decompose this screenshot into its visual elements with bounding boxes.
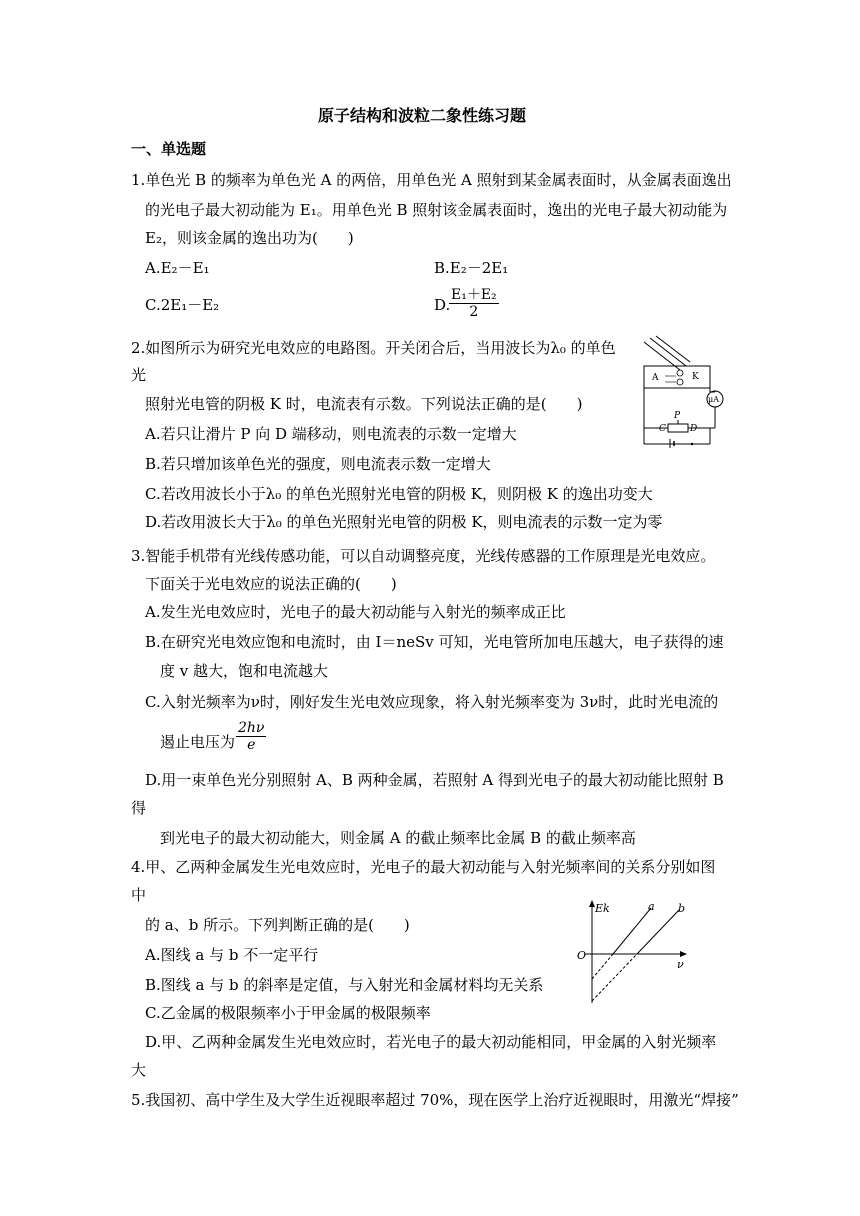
graph-x-label: ν bbox=[677, 958, 684, 971]
q3-option-d-line1: D.用一束单色光分别照射 A、B 两种金属，若照射 A 得到光电子的最大初动能比照射 B bbox=[145, 771, 724, 789]
q3-option-b-line1: B.在研究光电效应饱和电流时，由 I＝neSv 可知，光电管所加电压越大，电子获得的速 bbox=[145, 633, 724, 651]
q4-option-d-wrap: 大 bbox=[131, 1061, 147, 1079]
graph-label-b: b bbox=[678, 902, 686, 915]
q2-line2: 照射光电管的阴极 K 时，电流表有示数。下列说法正确的是( ) bbox=[145, 395, 583, 413]
circuit-label-anode: A bbox=[652, 373, 659, 383]
q3-option-b-line2: 度 v 越大，饱和电流越大 bbox=[160, 662, 329, 680]
circuit-label-slider: P bbox=[674, 411, 681, 421]
q3-option-c-line1: C.入射光频率为ν时，刚好发生光电效应现象，将入射光频率变为 3ν时，此时光电流的 bbox=[145, 693, 719, 711]
q2-line1-wrap: 光 bbox=[131, 366, 147, 384]
q1-option-c: C.2E₁－E₂ bbox=[145, 296, 220, 314]
q2-option-a: A.若只让滑片 P 向 D 端移动，则电流表的示数一定增大 bbox=[145, 425, 517, 443]
q1-line3: E₂，则该金属的逸出功为( ) bbox=[145, 229, 354, 247]
photoelectric-circuit-figure bbox=[630, 336, 730, 451]
q4-option-b: B.图线 a 与 b 的斜率是定值，与入射光和金属材料均无关系 bbox=[145, 976, 544, 994]
q1-option-d-prefix: D. bbox=[434, 296, 451, 314]
q2-line1: 2.如图所示为研究光电效应的电路图。开关闭合后，当用波长为λ₀ 的单色 bbox=[131, 339, 616, 357]
q3-option-c-denominator: e bbox=[247, 737, 256, 753]
q1-option-d-fraction bbox=[449, 287, 499, 320]
q3-option-c-fraction bbox=[236, 720, 266, 753]
graph-origin-label: O bbox=[577, 949, 587, 962]
circuit-label-d: D bbox=[690, 424, 698, 434]
q2-option-b: B.若只增加该单色光的强度，则电流表示数一定增大 bbox=[145, 455, 491, 473]
q1-line1: 1.单色光 B 的频率为单色光 A 的两倍，用单色光 A 照射到某金属表面时，从金属表面逸出 bbox=[131, 171, 732, 189]
q1-line2: 的光电子最大初动能为 E₁。用单色光 B 照射该金属表面时，逸出的光电子最大初动能为 bbox=[145, 201, 728, 219]
q1-option-d-numerator: E₁＋E₂ bbox=[451, 287, 497, 303]
q1-option-a: A.E₂－E₁ bbox=[145, 259, 210, 277]
q4-option-a: A.图线 a 与 b 不一定平行 bbox=[145, 946, 319, 964]
q1-option-b: B.E₂－2E₁ bbox=[434, 259, 509, 277]
q4-option-d-line1: D.甲、乙两种金属发生光电效应时，若光电子的最大初动能相同，甲金属的入射光频率 bbox=[145, 1033, 717, 1051]
q3-option-a: A.发生光电效应时，光电子的最大初动能与入射光的频率成正比 bbox=[145, 603, 566, 621]
circuit-label-meter: μA bbox=[708, 395, 719, 404]
section-heading: 一、单选题 bbox=[131, 140, 207, 158]
ek-frequency-graph bbox=[575, 898, 695, 1008]
q3-option-c-line2: 遏止电压为 bbox=[160, 733, 236, 751]
q3-option-d-line2: 到光电子的最大初动能大，则金属 A 的截止频率比金属 B 的截止频率高 bbox=[160, 829, 636, 847]
q3-option-c-numerator: 2hν bbox=[238, 720, 265, 736]
q4-line1-wrap: 中 bbox=[131, 886, 147, 904]
graph-y-label: Ek bbox=[595, 902, 610, 915]
q3-option-d-wrap: 得 bbox=[131, 799, 147, 817]
q2-option-c: C.若改用波长小于λ₀ 的单色光照射光电管的阴极 K，则阴极 K 的逸出功变大 bbox=[145, 485, 653, 503]
q4-option-c: C.乙金属的极限频率小于甲金属的极限频率 bbox=[145, 1004, 431, 1022]
q4-line1: 4.甲、乙两种金属发生光电效应时，光电子的最大初动能与入射光频率间的关系分别如图 bbox=[131, 858, 716, 876]
graph-line-a bbox=[613, 908, 651, 954]
circuit-label-c: C bbox=[659, 424, 666, 434]
circuit-label-cathode: K bbox=[692, 372, 699, 382]
q3-line2: 下面关于光电效应的说法正确的( ) bbox=[145, 575, 397, 593]
q1-option-d-denominator: 2 bbox=[469, 304, 479, 320]
page-title: 原子结构和波粒二象性练习题 bbox=[318, 106, 527, 125]
q5-line1: 5.我国初、高中学生及大学生近视眼率超过 70%，现在医学上治疗近视眼时，用激光“焊接” bbox=[131, 1091, 739, 1109]
q3-line1: 3.智能手机带有光线传感功能，可以自动调整亮度，光线传感器的工作原理是光电效应。 bbox=[131, 547, 716, 565]
q2-option-d: D.若改用波长大于λ₀ 的单色光照射光电管的阴极 K，则电流表的示数一定为零 bbox=[145, 513, 663, 531]
q4-line2: 的 a、b 所示。下列判断正确的是( ) bbox=[145, 916, 410, 934]
graph-label-a: a bbox=[648, 900, 655, 913]
